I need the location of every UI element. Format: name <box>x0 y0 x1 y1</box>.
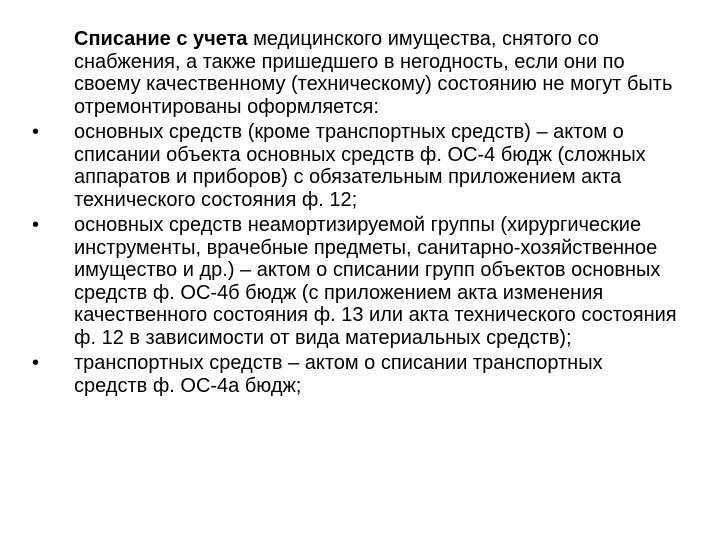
bullet-text: транспортных средств – актом о списании транспортных средств ф. ОС-4а бюдж; <box>74 352 603 397</box>
bullet-text: основных средств неамортизируемой группы (хирургические инструменты, врачебные предметы, санитарно-хозяйственное имущество и др.) – актом о списании групп объектов основных средств ф. ОС-4б бюдж (с приложением акта изменения качественного состояния ф. 13 или акта технического состояния ф. 12 в зависимости от вида материальных средств); <box>74 214 677 349</box>
bullet-item <box>30 214 680 349</box>
bullet-item <box>30 121 680 211</box>
bullet-text: основных средств (кроме транспортных средств) – актом о списании объекта основных средств ф. ОС-4 бюдж (сложных аппаратов и приборов) с обязательным приложением акта технического состояния ф. 12; <box>74 121 646 211</box>
intro-paragraph <box>30 28 680 118</box>
intro-bold-phrase: Списание с учета <box>74 28 248 50</box>
bullet-dot-icon: • <box>32 214 40 236</box>
bullet-dot-icon: • <box>32 121 40 143</box>
bullet-item <box>30 352 680 397</box>
bullet-dot-icon: • <box>32 352 40 374</box>
intro-text: медицинского имущества, снятого со снабжения, а также пришедшего в негодность, если они по своему качественному (техническому) состоянию не могут быть отремонтированы оформляется: <box>74 28 673 118</box>
bullet-list <box>30 121 680 397</box>
slide-content <box>30 28 680 400</box>
